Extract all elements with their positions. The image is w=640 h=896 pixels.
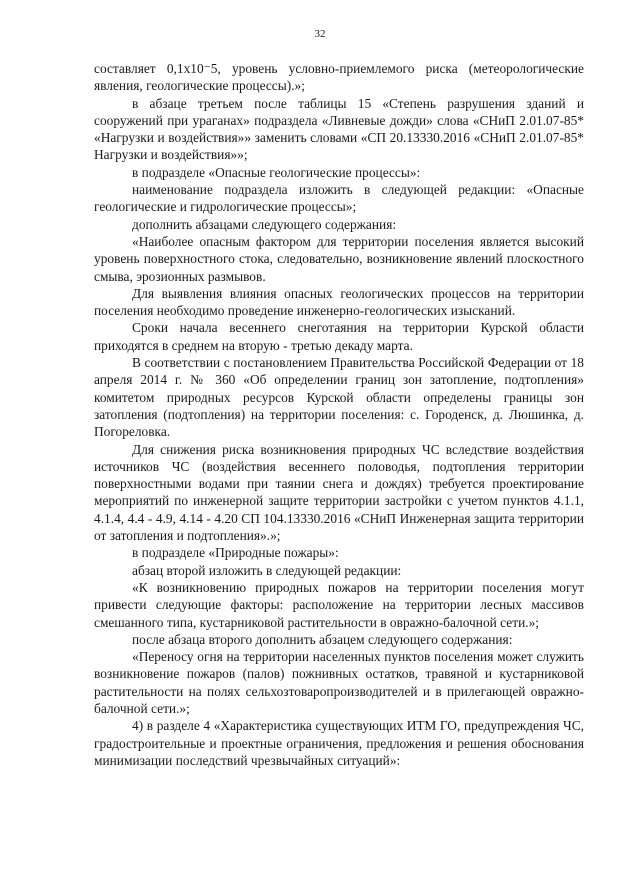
paragraph: Сроки начала весеннего снеготаяния на территории Курской области приходятся в среднем на вторую - третью декаду марта. [94,320,584,353]
paragraph: после абзаца второго дополнить абзацем следующего содержания: [132,631,513,647]
paragraph: составляет 0,1x10⁻5, уровень условно-приемлемого риска (метеорологические явления, геологические процессы).»; [94,61,584,94]
paragraph: Для снижения риска возникновения природных ЧС вследствие воздействия источников ЧС (воздействия весеннего половодья, подтопления территории поверхностными водами при таянии снега и дождях) требуется проектирование мероприятий по инженерной защите территории застройки с учетом пунктов 4.1.1, 4.1.4, 4.4 - 4.9, 4.14 - 4.20 СП 104.13330.2016 «СНиП Инженерная защита территории от затопления и подтопления».»; [94,441,584,544]
paragraph: дополнить абзацами следующего содержания: [132,216,397,232]
paragraph: В соответствии с постановлением Правительства Российской Федерации от 18 апреля 2014 г. № 360 «Об определении границ зон затопление, подтопления» комитетом природных ресурсов Курской области определены границы зон затопления (подтопления) на территории поселения: с. Городенск, д. Люшинка, д. Погореловка. [94,355,584,440]
paragraph: в абзаце третьем после таблицы 15 «Степень разрушения зданий и сооружений при ураганах» подраздела «Ливневые дожди» слова «СНиП 2.01.07-85* «Нагрузки и воздействия»» заменить словами «СП 20.13330.2016 «СНиП 2.01.07-85* Нагрузки и воздействия»»; [94,95,584,163]
paragraph: наименование подраздела изложить в следующей редакции: «Опасные геологические и гидрологические процессы»; [94,182,584,215]
paragraph: в подразделе «Природные пожары»: [132,545,339,561]
page-number: 32 [314,28,326,40]
paragraph: 4) в разделе 4 «Характеристика существующих ИТМ ГО, предупреждения ЧС, градостроительные и проектные ограничения, предложения и решения обоснования минимизации последствий чрезвычайных ситуаций»: [94,718,584,768]
paragraph: абзац второй изложить в следующей редакции: [132,562,402,578]
paragraph: «К возникновению природных пожаров на территории поселения могут привести следующие факторы: расположение на территории лесных массивов смешанного типа, кустарниковой растительности в овражно-балочной сети.»; [94,579,584,630]
paragraph: «Переносу огня на территории населенных пунктов поселения может служить возникновение пожаров (палов) пожнивных остатков, травяной и кустарниковой растительности на полях сельхозтоваропроизводителей и в прилегающей овражно-балочной сети.»; [94,649,584,716]
paragraph: в подразделе «Опасные геологические процессы»: [132,164,421,180]
document-body [94,60,584,769]
paragraph: «Наиболее опасным фактором для территории поселения является высокий уровень поверхностного стока, следовательно, возникновение явлений плоскостного смыва, эрозионных размывов. [94,233,584,284]
paragraph: Для выявления влияния опасных геологических процессов на территории поселения необходимо проведение инженерно-геологических изысканий. [94,285,584,319]
